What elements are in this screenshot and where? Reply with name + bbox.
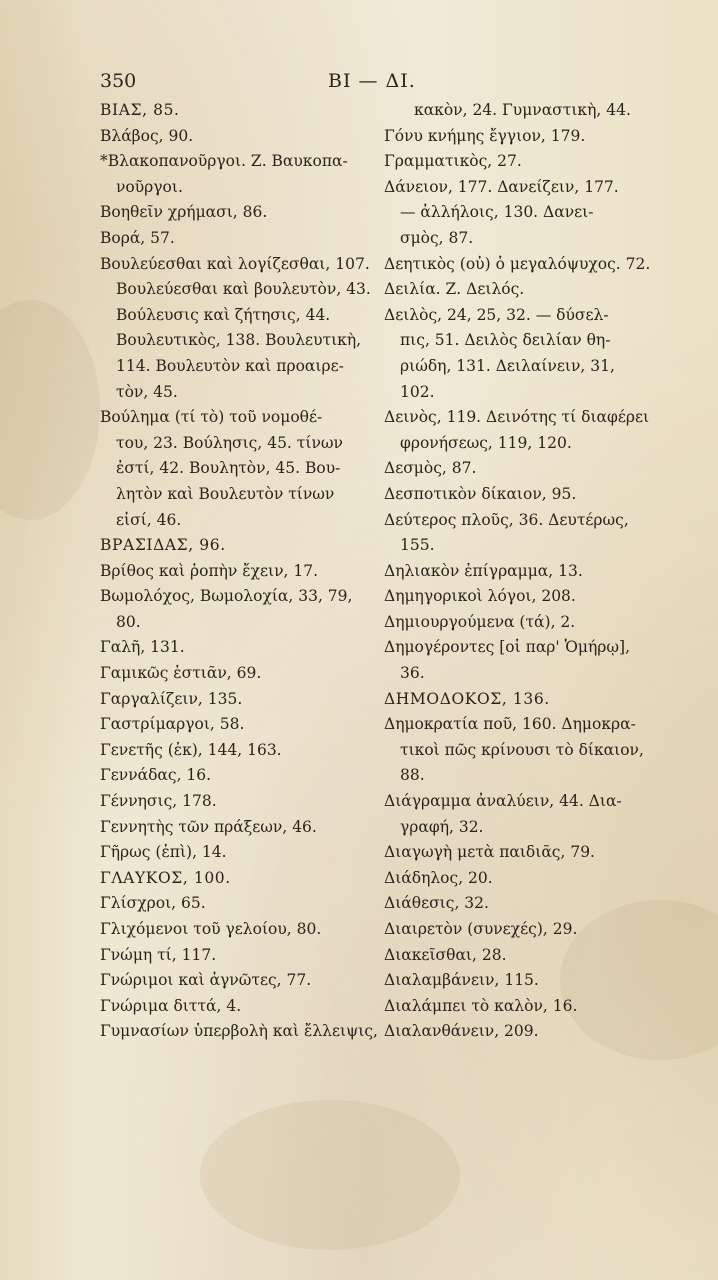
index-entry: ΒΙΑΣ, 85. [100, 101, 180, 119]
index-entry-continuation: 88. [400, 766, 425, 785]
index-subentry: Βουλεύεσθαι καὶ βουλευτὸν, 43. [116, 280, 371, 299]
index-entry: Δηλιακὸν ἐπίγραμμα, 13. [384, 561, 583, 580]
index-entry-continuation: 36. [400, 664, 425, 683]
index-entry-continuation: 102. [400, 382, 435, 401]
index-entry-continuation: του, 23. Βούλησις, 45. τίνων [116, 433, 343, 452]
index-entry-continuation: γραφή, 32. [400, 817, 484, 836]
index-entry-continuation: νοῦργοι. [116, 177, 183, 196]
index-entry: Διακεῖσθαι, 28. [384, 945, 507, 964]
index-entry-continuation: κακὸν, 24. Γυμναστικὴ, 44. [414, 101, 631, 119]
index-entry: Γραμματικὸς, 27. [384, 152, 522, 171]
index-entry: Γῆρως (ἐπὶ), 14. [100, 843, 227, 862]
index-entry: Διάθεσις, 32. [384, 894, 489, 913]
index-entry-continuation: λητὸν καὶ Βουλευτὸν τίνων [116, 484, 335, 503]
index-entry: Διάδηλος, 20. [384, 868, 493, 887]
index-entry: Δάνειον, 177. Δανείζειν, 177. [384, 177, 619, 196]
index-subentry: Βουλευτικὸς, 138. Βουλευτικὴ, [116, 331, 362, 350]
index-entry: ΓΛΑΥΚΟΣ, 100. [100, 868, 231, 887]
index-entry: Βλάβος, 90. [100, 126, 194, 145]
index-entry: Δεύτερος πλοῦς, 36. Δευτέρως, [384, 510, 629, 529]
index-entry: Δεινὸς, 119. Δεινότης τί διαφέρει [384, 408, 650, 427]
index-entry: Γαργαλίζειν, 135. [100, 689, 243, 708]
index-entry: Γαμικῶς ἑστιᾶν, 69. [100, 664, 262, 683]
index-entry: Διαγωγὴ μετὰ παιδιᾶς, 79. [384, 843, 595, 862]
index-entry: Γλίσχροι, 65. [100, 894, 206, 913]
index-entry: Γλιχόμενοι τοῦ γελοίου, 80. [100, 920, 322, 938]
index-entry: Γαλῆ, 131. [100, 638, 185, 657]
index-entry-continuation: πις, 51. Δειλὸς δειλίαν θη- [400, 331, 611, 350]
index-entry-continuation: ριώδη, 131. Δειλαίνειν, 31, [400, 356, 615, 375]
page-header [100, 70, 660, 98]
index-entry-continuation: σμὸς, 87. [400, 228, 474, 247]
index-entry: Διάγραμμα ἀναλύειν, 44. Δια- [384, 792, 622, 811]
index-subentry: — ἀλλήλοις, 130. Δανει- [400, 203, 594, 222]
index-entry: Γεννάδας, 16. [100, 766, 212, 785]
index-entry: Δημοκρατία ποῦ, 160. Δημοκρα- [384, 715, 636, 734]
index-entry-continuation: ἐστί, 42. Βουλητὸν, 45. Βου- [116, 459, 341, 478]
index-entry: Δημογέροντες [οἱ παρ' Ὁμήρῳ], [384, 638, 631, 657]
index-entry-continuation: εἰσί, 46. [116, 510, 182, 529]
index-entry: Δημηγορικοὶ λόγοι, 208. [384, 587, 576, 606]
index-column-left [100, 98, 378, 1045]
index-entry: Δειλὸς, 24, 25, 32. — δύσελ- [384, 305, 609, 324]
index-subentry: 114. Βουλευτὸν καὶ προαιρε- [116, 356, 344, 375]
index-entry: Γυμνασίων ὑπερβολὴ καὶ ἔλλειψις, [100, 1022, 378, 1041]
index-entry: ΔΗΜΟΔΟΚΟΣ, 136. [384, 689, 550, 708]
index-entry: Βοηθεῖν χρήμασι, 86. [100, 203, 268, 222]
index-entry: Δημιουργούμενα (τά), 2. [384, 612, 576, 631]
index-entry: Βούλημα (τί τὸ) τοῦ νομοθέ- [100, 408, 323, 427]
index-entry: Δειλία. Ζ. Δειλός. [384, 280, 525, 299]
index-entry: Γνώμη τί, 117. [100, 945, 217, 964]
index-entry: Διαλαμβάνειν, 115. [384, 971, 539, 990]
index-entry: Βορά, 57. [100, 228, 175, 247]
index-entry: Γνώριμοι καὶ ἀγνῶτες, 77. [100, 971, 312, 990]
index-column-right [384, 98, 658, 1045]
index-subentry: τὸν, 45. [116, 382, 178, 401]
index-entry: Δεητικὸς (οὐ) ὁ μεγαλόψυχος. 72. [384, 254, 651, 273]
index-entry: Διαλανθάνειν, 209. [384, 1022, 539, 1041]
index-entry: Γνώριμα διττά, 4. [100, 996, 242, 1015]
index-entry-continuation: 155. [400, 536, 435, 555]
page-number: 350 [100, 70, 137, 92]
index-entry: Γόνυ κνήμης ἔγγιον, 179. [384, 126, 586, 145]
index-entry-continuation: τικοὶ πῶς κρίνουσι τὸ δίκαιον, [400, 740, 644, 759]
index-entry: Γέννησις, 178. [100, 792, 217, 811]
index-entry: Διαλάμπει τὸ καλὸν, 16. [384, 996, 578, 1015]
index-entry: Γαστρίμαργοι, 58. [100, 715, 245, 734]
index-entry: Βρίθος καὶ ῥοπὴν ἔχειν, 17. [100, 561, 319, 580]
index-entry: Δεσμὸς, 87. [384, 459, 477, 478]
index-entry: Διαιρετὸν (συνεχές), 29. [384, 920, 578, 938]
index-subentry: Βούλευσις καὶ ζήτησις, 44. [116, 305, 331, 324]
index-entry: Βουλεύεσθαι καὶ λογίζεσθαι, 107. [100, 254, 370, 273]
index-entry: *Βλακοπανοῦργοι. Ζ. Βαυκοπα- [100, 152, 348, 171]
index-entry-continuation: φρονήσεως, 119, 120. [400, 433, 572, 452]
paper-stain [0, 300, 100, 520]
index-entry: Βωμολόχος, Βωμολοχία, 33, 79, [100, 587, 353, 606]
index-entry-continuation: 80. [116, 612, 141, 631]
paper-stain [200, 1100, 460, 1250]
running-title: ΒΙ — ΔΙ. [328, 70, 416, 92]
index-entry: Γενετῆς (ἐκ), 144, 163. [100, 740, 282, 759]
index-entry: Γεννητὴς τῶν πράξεων, 46. [100, 817, 317, 836]
index-entry: ΒΡΑΣΙΔΑΣ, 96. [100, 536, 226, 555]
index-entry: Δεσποτικὸν δίκαιον, 95. [384, 484, 577, 503]
